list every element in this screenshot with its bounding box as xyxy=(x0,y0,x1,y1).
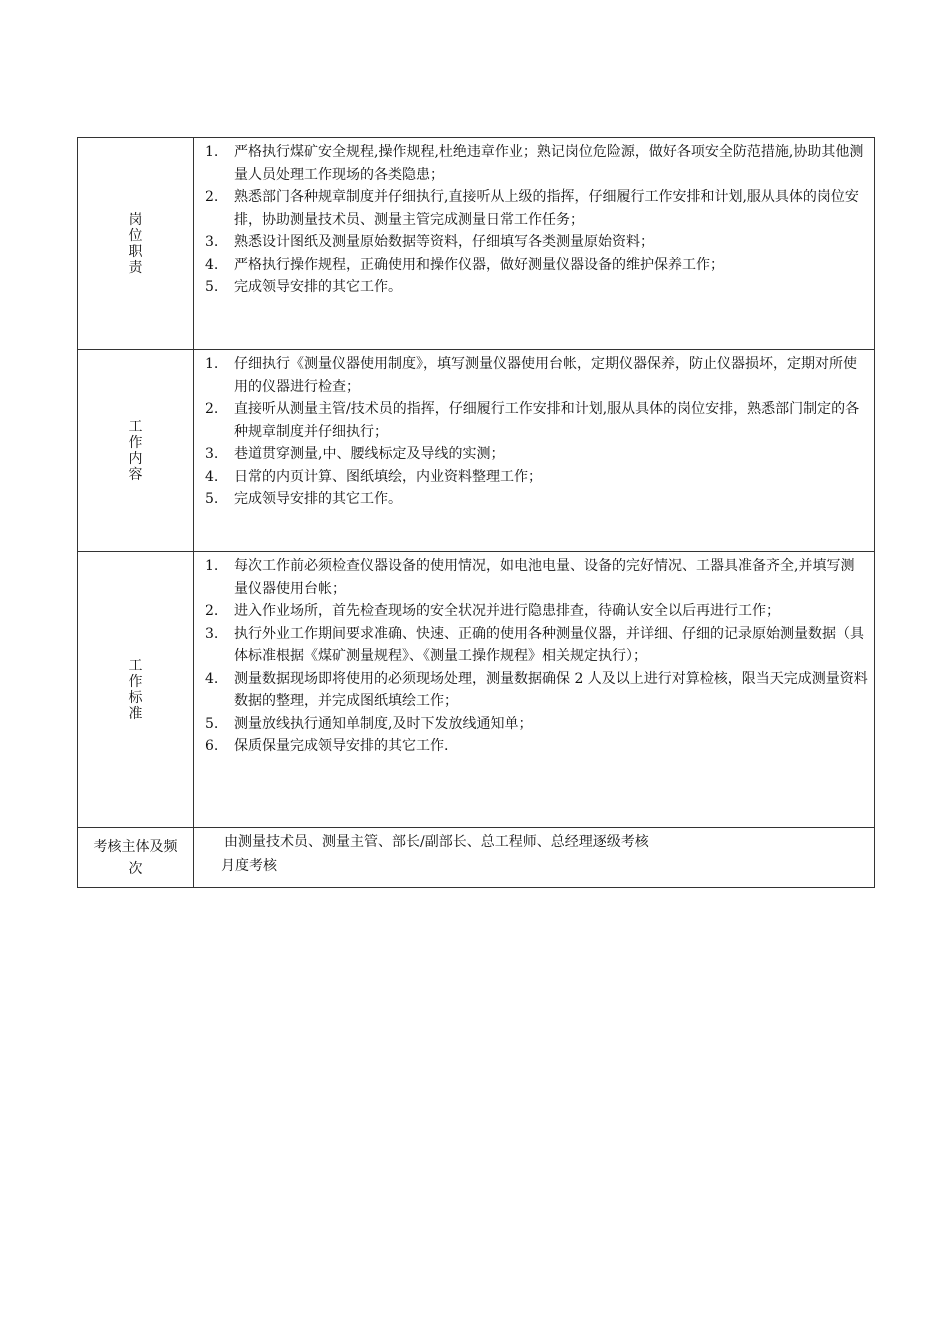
item-number: 2. xyxy=(205,189,219,205)
item-text: 直接听从测量主管/技术员的指挥，仔细履行工作安排和计划,服从具体的岗位安排，熟悉部门制定的各种规章制度并仔细执行； xyxy=(234,401,860,440)
label-assessment: 考核主体及频次 xyxy=(93,838,178,877)
label-assessment-cell xyxy=(78,828,194,888)
work-standards-list xyxy=(202,555,868,758)
item-number: 1. xyxy=(205,356,219,372)
list-item xyxy=(202,623,868,668)
item-text: 日常的内页计算、图纸填绘，内业资料整理工作； xyxy=(234,468,542,485)
row-work-standards xyxy=(78,552,875,828)
item-text: 熟悉部门各种规章制度并仔细执行,直接听从上级的指挥，仔细履行工作安排和计划,服从具体的岗位安排，协助测量技术员、测量主管完成测量日常工作任务； xyxy=(234,189,859,228)
list-item xyxy=(202,555,868,600)
item-text: 进入作业场所，首先检查现场的安全状况并进行隐患排查，待确认安全以后再进行工作； xyxy=(234,603,780,619)
item-text: 严格执行煤矿安全规程,操作规程,杜绝违章作业；熟记岗位危险源，做好各项安全防范措施,协助其他测量人员处理工作现场的各类隐患； xyxy=(234,144,864,183)
item-text: 巷道贯穿测量,中、腰线标定及导线的实测； xyxy=(234,446,505,462)
item-number: 5. xyxy=(205,715,219,732)
item-text: 执行外业工作期间要求准确、快速、正确的使用各种测量仪器，并详细、仔细的记录原始测量数据（具体标准根据《煤矿测量规程》、《测量工操作规程》相关规定执行）； xyxy=(234,625,864,664)
list-item xyxy=(202,668,868,713)
list-item xyxy=(202,735,868,758)
row-work-content xyxy=(78,350,875,552)
item-number: 4. xyxy=(205,256,219,273)
label-work-content: 工作内容 xyxy=(128,418,143,483)
job-description-table xyxy=(77,137,875,888)
work-content-list xyxy=(202,353,868,511)
item-text: 每次工作前必须检查仪器设备的使用情况，如电池电量、设备的完好情况、工器具准备齐全,并填写测量仪器使用台帐； xyxy=(234,558,855,597)
item-number: 5. xyxy=(205,491,219,507)
item-number: 6. xyxy=(205,738,219,754)
list-item xyxy=(202,254,868,277)
assessment-subject: 由测量技术员、测量主管、部长/副部长、总工程师、总经理逐级考核 xyxy=(224,834,649,850)
list-item xyxy=(202,141,868,186)
row-assessment xyxy=(78,828,875,888)
item-text: 熟悉设计图纸及测量原始数据等资料，仔细填写各类测量原始资料； xyxy=(234,234,654,250)
list-item xyxy=(202,398,868,443)
content-assessment xyxy=(194,828,875,888)
item-number: 1. xyxy=(205,144,219,160)
list-item xyxy=(202,276,868,299)
item-text: 保质保量完成领导安排的其它工作. xyxy=(234,738,449,754)
list-item xyxy=(202,600,868,623)
item-text: 完成领导安排的其它工作。 xyxy=(234,279,402,295)
item-number: 2. xyxy=(205,603,219,619)
list-item xyxy=(202,488,868,511)
list-item xyxy=(202,353,868,398)
duties-list xyxy=(202,141,868,299)
list-item xyxy=(202,466,868,489)
label-work-standards: 工作标准 xyxy=(128,657,143,722)
item-number: 3. xyxy=(205,446,219,462)
item-text: 测量数据现场即将使用的必须现场处理，测量数据确保 2 人及以上进行对算检核，限当天完成测量资料数据的整理，并完成图纸填绘工作； xyxy=(234,670,868,709)
item-number: 1. xyxy=(205,558,219,574)
item-text: 完成领导安排的其它工作。 xyxy=(234,491,402,507)
list-item xyxy=(202,186,868,231)
content-work-standards xyxy=(194,552,875,828)
item-text: 测量放线执行通知单制度,及时下发放线通知单； xyxy=(234,715,533,732)
list-item xyxy=(202,713,868,736)
label-work-standards-cell xyxy=(78,552,194,828)
list-item xyxy=(202,443,868,466)
content-duties xyxy=(194,138,875,350)
item-number: 5. xyxy=(205,279,219,295)
row-duties xyxy=(78,138,875,350)
label-work-content-cell xyxy=(78,350,194,552)
item-number: 4. xyxy=(205,670,219,687)
item-text: 严格执行操作规程，正确使用和操作仪器，做好测量仪器设备的维护保养工作； xyxy=(234,256,724,273)
list-item xyxy=(202,231,868,254)
content-work-content xyxy=(194,350,875,552)
item-number: 2. xyxy=(205,401,219,417)
item-text: 仔细执行《测量仪器使用制度》，填写测量仪器使用台帐，定期仪器保养，防止仪器损坏，定期对所使用的仪器进行检查； xyxy=(234,356,857,395)
assessment-frequency: 月度考核 xyxy=(221,858,277,874)
item-number: 3. xyxy=(205,625,219,642)
label-duties: 岗位职责 xyxy=(128,211,143,276)
item-number: 3. xyxy=(205,234,219,250)
label-duties-cell xyxy=(78,138,194,350)
item-number: 4. xyxy=(205,468,219,485)
